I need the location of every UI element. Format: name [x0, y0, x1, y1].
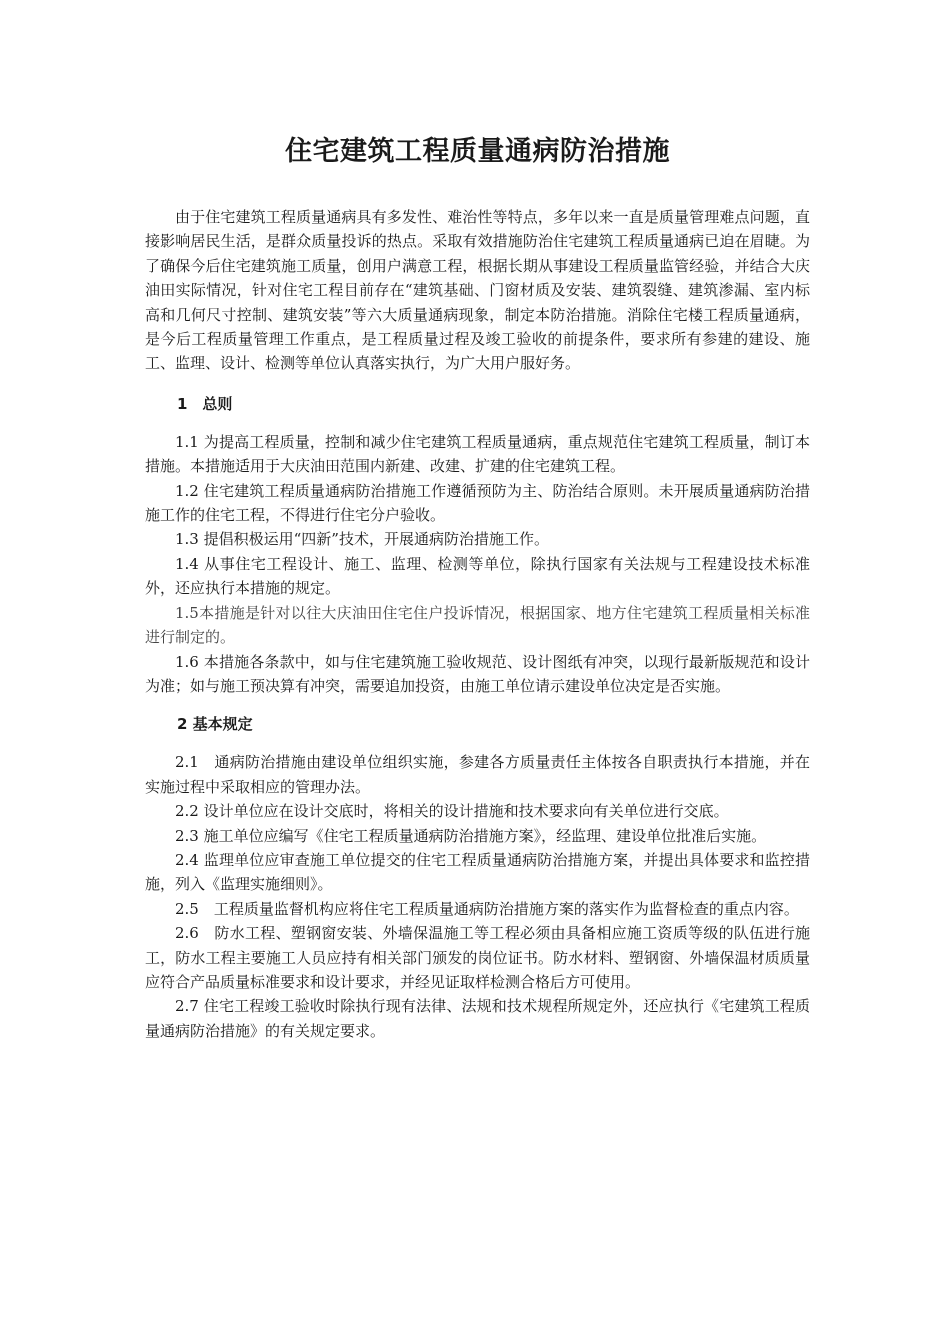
clause-paragraph: 2.3 施工单位应编写《住宅工程质量通病防治措施方案》，经监理、建设单位批准后实施。 — [175, 826, 767, 845]
clause-paragraph: 2.1 通病防治措施由建设单位组织实施，参建各方质量责任主体按各自职责执行本措施，并在实施过程中采取相应的管理办法。 — [145, 753, 810, 796]
clause-paragraph: 2.6 防水工程、塑钢窗安装、外墙保温施工等工程必须由具备相应施工资质等级的队伍进行施工，防水工程主要施工人员应持有相关部门颁发的岗位证书。防水材料、塑钢窗、外墙保温材质质量应符合产品质量标准要求和设计要求，并经见证取样检测合格后方可使用。 — [145, 924, 810, 991]
clause-paragraph: 2.7 住宅工程竣工验收时除执行现有法律、法规和技术规程所规定外，还应执行《宅建筑工程质量通病防治措施》的有关规定要求。 — [145, 997, 810, 1040]
clause-paragraph: 1.4 从事住宅工程设计、施工、监理、检测等单位，除执行国家有关法规与工程建设技术标准外，还应执行本措施的规定。 — [145, 554, 810, 598]
clause-paragraph: 1.6 本措施各条款中，如与住宅建筑施工验收规范、设计图纸有冲突，以现行最新版规范和设计为准；如与施工预决算有冲突，需要追加投资，由施工单位请示建设单位决定是否实施。 — [145, 652, 810, 695]
clause-paragraph: 1.5本措施是针对以往大庆油田住宅住户投诉情况，根据国家、地方住宅建筑工程质量相关标准进行制定的。 — [145, 603, 810, 647]
document-title: 住宅建筑工程质量通病防治措施 — [285, 136, 670, 167]
clause-paragraph: 1.3 提倡积极运用“四新”技术，开展通病防治措施工作。 — [175, 530, 549, 549]
clause-paragraph: 2.2 设计单位应在设计交底时，将相关的设计措施和技术要求向有关单位进行交底。 — [175, 802, 729, 821]
section-heading: 2 基本规定 — [177, 715, 253, 734]
section-heading: 1 总则 — [177, 394, 233, 413]
clause-paragraph: 2.5 工程质量监督机构应将住宅工程质量通病防治措施方案的落实作为监督检查的重点内容。 — [175, 899, 799, 918]
clause-paragraph: 1.1 为提高工程质量，控制和减少住宅建筑工程质量通病，重点规范住宅建筑工程质量，制订本措施。本措施适用于大庆油田范围内新建、改建、扩建的住宅建筑工程。 — [145, 432, 810, 476]
clause-paragraph: 2.4 监理单位应审查施工单位提交的住宅工程质量通病防治措施方案，并提出具体要求和监控措施，列入《监理实施细则》。 — [145, 850, 810, 894]
clause-paragraph: 1.2 住宅建筑工程质量通病防治措施工作遵循预防为主、防治结合原则。未开展质量通病防治措施工作的住宅工程，不得进行住宅分户验收。 — [145, 481, 810, 525]
document-body — [145, 205, 810, 1043]
intro-paragraph: 由于住宅建筑工程质量通病具有多发性、难治性等特点，多年以来一直是质量管理难点问题，直接影响居民生活，是群众质量投诉的热点。采取有效措施防治住宅建筑工程质量通病已迫在眉睫。为了确保今后住宅建筑施工质量，创用户满意工程，根据长期从事建设工程质量监管经验，并结合大庆油田实际情况，针对住宅工程目前存在“建筑基础、门窗材质及安装、建筑裂缝、建筑渗漏、室内标高和几何尺寸控制、建筑安装”等六大质量通病现象，制定本防治措施。消除住宅楼工程质量通病，是今后工程质量管理工作重点，是工程质量过程及竣工验收的前提条件，要求所有参建的建设、施工、监理、设计、检测等单位认真落实执行，为广大用户服好务。 — [145, 208, 810, 373]
